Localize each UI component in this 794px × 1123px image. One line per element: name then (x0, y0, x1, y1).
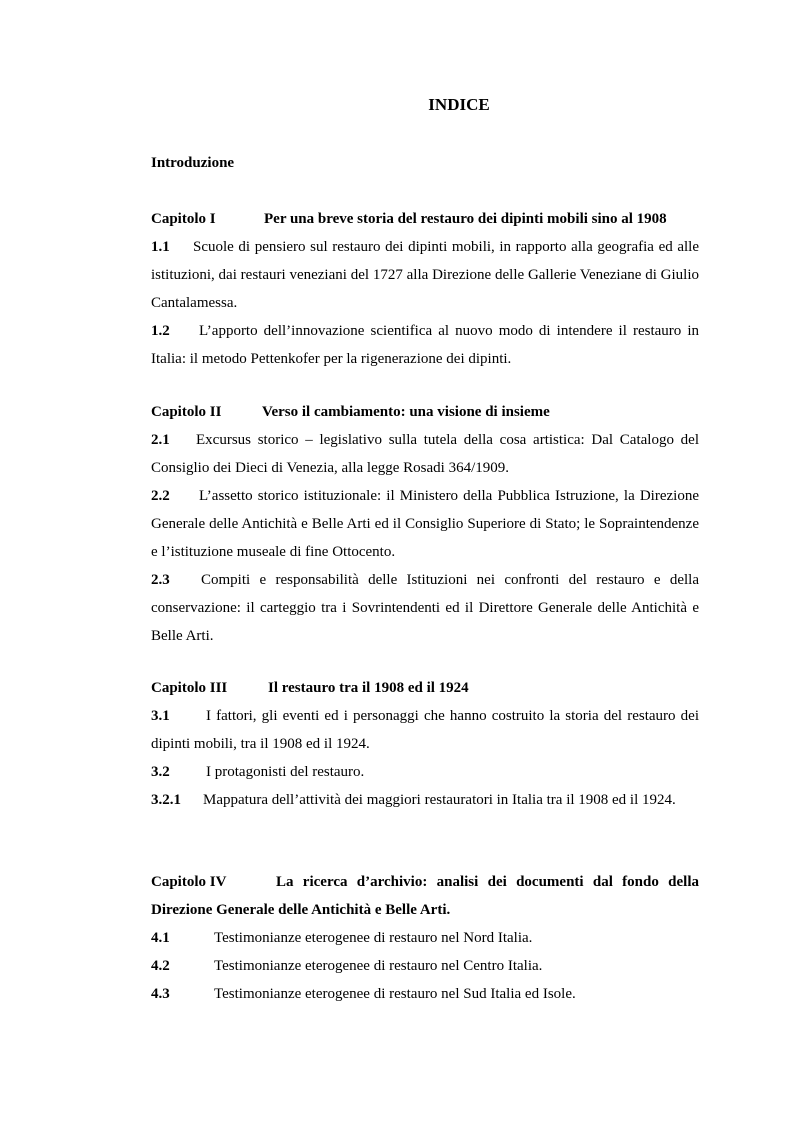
section-entry (151, 566, 699, 650)
section-text: Testimonianze eterogenee di restauro nel Sud Italia ed Isole. (214, 986, 576, 1002)
chapter-4 (151, 868, 699, 1008)
section-entry (151, 980, 699, 1008)
section-text: Testimonianze eterogenee di restauro nel Centro Italia. (214, 958, 543, 974)
section-number: 4.2 (151, 958, 170, 974)
section-entry (151, 952, 699, 980)
chapter-2 (151, 398, 699, 650)
chapter-heading (151, 868, 699, 924)
section-entry (151, 426, 699, 482)
chapter-title: Il restauro tra il 1908 ed il 1924 (268, 680, 469, 696)
section-number: 3.2 (151, 764, 170, 780)
chapter-label: Capitolo III (151, 680, 228, 696)
chapter-title: La ricerca d’archivio: analisi dei documenti dal fondo della Direzione Generale delle Antichità e Belle Arti. (151, 874, 699, 918)
section-entry (151, 233, 699, 317)
chapter-title: Per una breve storia del restauro dei dipinti mobili sino al 1908 (264, 211, 667, 227)
section-entry (151, 786, 699, 814)
section-number: 3.1 (151, 708, 170, 724)
section-text: Mappatura dell’attività dei maggiori restauratori in Italia tra il 1908 ed il 1924. (203, 792, 676, 808)
chapter-title: Verso il cambiamento: una visione di insieme (262, 404, 550, 420)
section-text: Compiti e responsabilità delle Istituzioni nei confronti del restauro e della conservazione: il carteggio tra i Sovrintendenti ed il Direttore Generale delle Antichità e Belle Arti. (151, 572, 699, 644)
introduction-heading: Introduzione (151, 155, 235, 171)
section-number: 2.3 (151, 572, 170, 588)
section-entry (151, 482, 699, 566)
chapter-heading (151, 674, 699, 702)
section-entry (151, 702, 699, 758)
chapter-1 (151, 205, 699, 373)
chapter-label: Capitolo II (151, 404, 222, 420)
section-entry (151, 317, 699, 373)
section-text: Scuole di pensiero sul restauro dei dipinti mobili, in rapporto alla geografia ed alle istituzioni, dai restauri veneziani del 1727 alla Direzione delle Gallerie Veneziane di Giulio Cantalamessa. (151, 239, 699, 311)
chapter-label: Capitolo IV (151, 874, 227, 890)
section-entry (151, 758, 699, 786)
section-text: Excursus storico – legislativo sulla tutela della cosa artistica: Dal Catalogo del Consiglio dei Dieci di Venezia, alla legge Rosadi 364/1909. (151, 432, 699, 476)
chapter-heading (151, 398, 699, 426)
section-number: 1.1 (151, 239, 170, 255)
section-text: L’apporto dell’innovazione scientifica al nuovo modo di intendere il restauro in Italia: il metodo Pettenkofer per la rigenerazione dei dipinti. (151, 323, 699, 367)
chapter-label: Capitolo I (151, 211, 216, 227)
section-number: 2.2 (151, 488, 170, 504)
section-number: 4.1 (151, 930, 170, 946)
chapter-heading (151, 205, 699, 233)
section-number: 3.2.1 (151, 792, 181, 808)
section-text: Testimonianze eterogenee di restauro nel Nord Italia. (214, 930, 533, 946)
section-text: I fattori, gli eventi ed i personaggi che hanno costruito la storia del restauro dei dipinti mobili, tra il 1908 ed il 1924. (151, 708, 699, 752)
section-number: 1.2 (151, 323, 170, 339)
section-number: 2.1 (151, 432, 170, 448)
section-entry (151, 924, 699, 952)
section-text: L’assetto storico istituzionale: il Ministero della Pubblica Istruzione, la Direzione Generale delle Antichità e Belle Arti ed il Consiglio Superiore di Stato; le Sopraintendenze e l’istituzione museale di fine Ottocento. (151, 488, 699, 560)
page-title: INDICE (428, 95, 490, 114)
section-text: I protagonisti del restauro. (206, 764, 365, 780)
section-number: 4.3 (151, 986, 170, 1002)
chapter-3 (151, 674, 699, 814)
